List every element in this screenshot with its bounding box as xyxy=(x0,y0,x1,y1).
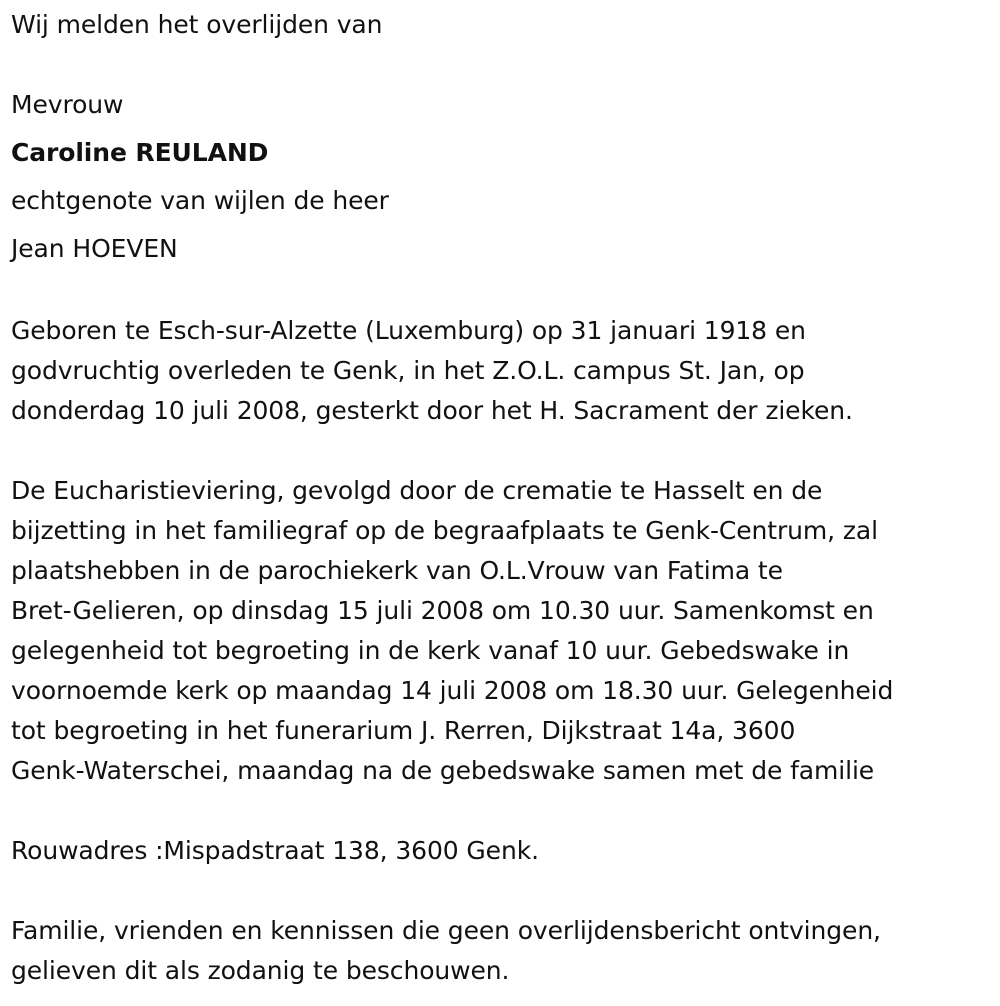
obituary-notice xyxy=(11,0,991,991)
mourning-address: Rouwadres :Mispadstraat 138, 3600 Genk. xyxy=(11,836,539,865)
ceremony-line: voornoemde kerk op maandag 14 juli 2008 om 18.30 uur. Gelegenheid xyxy=(11,676,894,705)
ceremony-line: bijzetting in het familiegraf op de begraafplaats te Genk-Centrum, zal xyxy=(11,516,878,545)
intro-text: Wij melden het overlijden van xyxy=(11,10,383,39)
closing-line: gelieven dit als zodanig te beschouwen. xyxy=(11,956,510,985)
spouse-name: Jean HOEVEN xyxy=(11,234,178,263)
ceremony-line: tot begroeting in het funerarium J. Rerren, Dijkstraat 14a, 3600 xyxy=(11,716,796,745)
closing-paragraph xyxy=(11,911,991,991)
birth-death-paragraph xyxy=(11,311,991,431)
ceremony-line: De Eucharistieviering, gevolgd door de crematie te Hasselt en de xyxy=(11,476,823,505)
title-text: Mevrouw xyxy=(11,90,124,119)
birth-death-line: godvruchtig overleden te Genk, in het Z.O.L. campus St. Jan, op xyxy=(11,356,805,385)
relation-text: echtgenote van wijlen de heer xyxy=(11,186,389,215)
closing-line: Familie, vrienden en kennissen die geen overlijdensbericht ontvingen, xyxy=(11,916,881,945)
ceremony-line: Genk-Waterschei, maandag na de gebedswake samen met de familie xyxy=(11,756,875,785)
deceased-name: Caroline REULAND xyxy=(11,138,269,167)
ceremony-line: gelegenheid tot begroeting in de kerk vanaf 10 uur. Gebedswake in xyxy=(11,636,850,665)
ceremony-paragraph xyxy=(11,471,991,791)
birth-death-line: donderdag 10 juli 2008, gesterkt door het H. Sacrament der zieken. xyxy=(11,396,853,425)
ceremony-line: Bret-Gelieren, op dinsdag 15 juli 2008 om 10.30 uur. Samenkomst en xyxy=(11,596,874,625)
ceremony-line: plaatshebben in de parochiekerk van O.L.Vrouw van Fatima te xyxy=(11,556,783,585)
birth-death-line: Geboren te Esch-sur-Alzette (Luxemburg) op 31 januari 1918 en xyxy=(11,316,806,345)
